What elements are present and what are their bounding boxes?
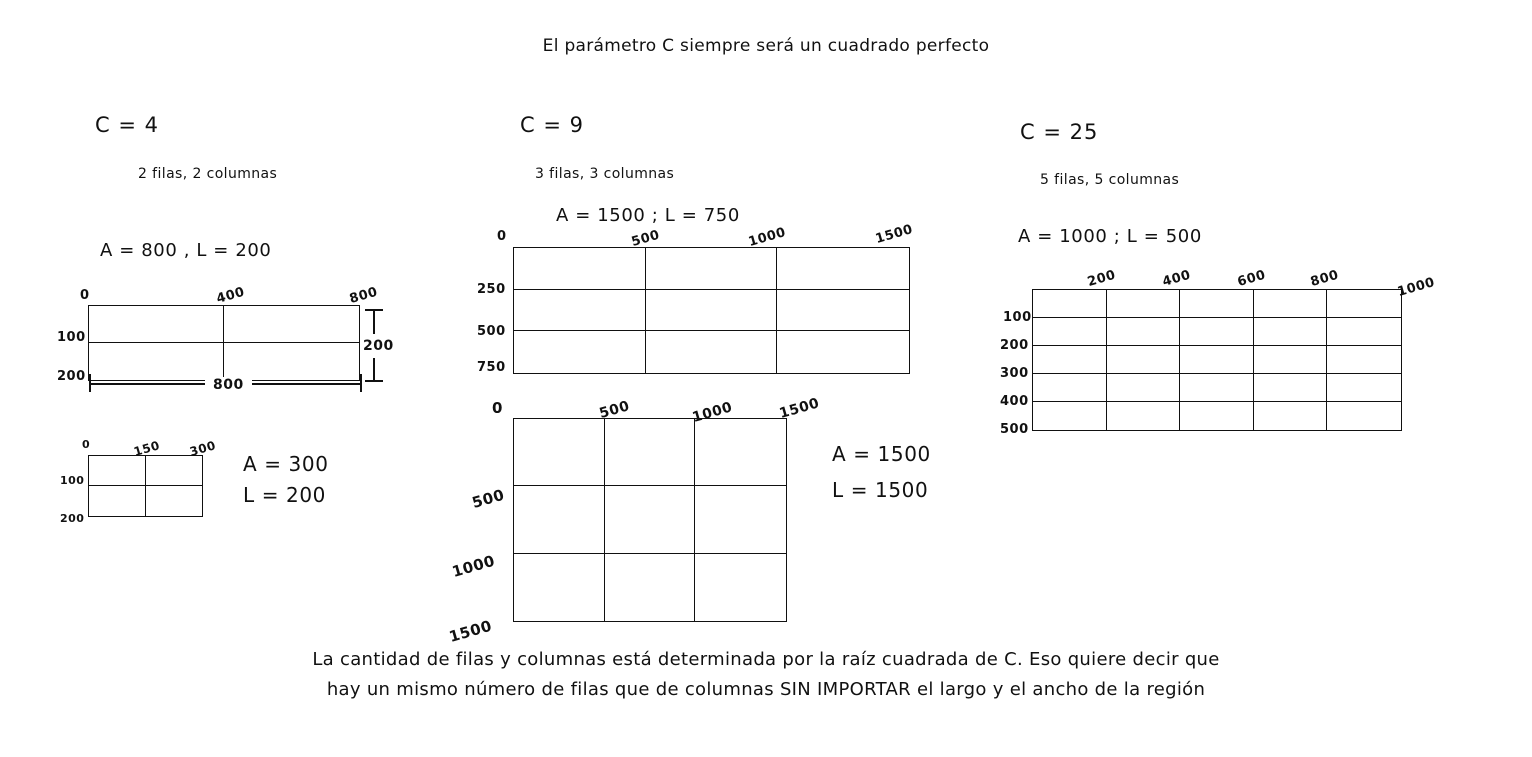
width-bracket-cap-right — [360, 374, 362, 392]
grid-cell — [646, 248, 778, 290]
grid-cell — [1107, 290, 1181, 318]
xtick-c25-2: 600 — [1235, 267, 1268, 290]
formula-a-c9-ex2: A = 1500 — [832, 442, 931, 466]
ytick-c25-0: 100 — [1003, 310, 1032, 325]
grid-cell — [1033, 374, 1107, 402]
grid-cell — [605, 419, 696, 486]
formula-l-c9-ex2: L = 1500 — [832, 478, 929, 502]
ytick-c25-2: 300 — [1000, 366, 1029, 381]
xtick-c9-ex2-3: 1500 — [777, 395, 822, 422]
formula-c4-ex1: A = 800 , L = 200 — [100, 240, 272, 261]
grid-cell — [605, 486, 696, 553]
formula-l-c4-ex2: L = 200 — [243, 483, 326, 507]
ytick-c25-4: 500 — [1000, 422, 1029, 437]
case-subtitle-c9: 3 filas, 3 columnas — [535, 166, 675, 182]
xtick-c4-ex1-0: 0 — [80, 288, 90, 303]
grid-cell — [224, 343, 359, 380]
grid-cell — [777, 331, 909, 373]
case-title-c4: C = 4 — [95, 113, 159, 137]
ytick-c9-ex1-2: 500 — [477, 324, 506, 339]
footer-caption — [0, 645, 1532, 705]
xtick-c4-ex2-2: 300 — [188, 438, 218, 459]
xtick-c9-ex1-2: 1000 — [746, 225, 788, 250]
grid-cell — [1254, 318, 1328, 346]
grid-cell — [695, 486, 786, 553]
grid-cell — [514, 486, 605, 553]
grid-cell — [1327, 374, 1401, 402]
grid-c4-ex2 — [88, 455, 203, 517]
grid-cell — [777, 290, 909, 332]
grid-cell — [1254, 290, 1328, 318]
ytick-c9-ex2-2: 1000 — [450, 551, 498, 581]
grid-cell — [695, 554, 786, 621]
grid-cell — [646, 331, 778, 373]
grid-c25-ex1 — [1032, 289, 1402, 431]
ytick-c4-ex2-1: 100 — [60, 474, 85, 487]
footer-line-2: hay un mismo número de filas que de columnas SIN IMPORTAR el largo y el ancho de la región — [326, 679, 1206, 700]
grid-cell — [1327, 290, 1401, 318]
ytick-c9-ex2-1: 500 — [470, 485, 507, 512]
xtick-c9-ex1-3: 1500 — [873, 222, 915, 247]
grid-cell — [89, 456, 146, 486]
grid-cell — [1180, 346, 1254, 374]
xtick-c25-0: 200 — [1085, 267, 1118, 290]
grid-cell — [1327, 318, 1401, 346]
grid-cell — [1033, 346, 1107, 374]
ytick-c9-ex1-3: 750 — [477, 360, 506, 375]
grid-cell — [605, 554, 696, 621]
grid-cell — [514, 554, 605, 621]
xtick-c9-ex2-0: 0 — [492, 399, 503, 417]
height-bracket-cap-bottom — [365, 380, 383, 382]
grid-cell — [514, 290, 646, 332]
ytick-c25-3: 400 — [1000, 394, 1029, 409]
formula-a-c4-ex2: A = 300 — [243, 452, 329, 476]
xtick-c4-ex2-0: 0 — [82, 438, 91, 451]
grid-cell — [1033, 318, 1107, 346]
grid-cell — [1107, 318, 1181, 346]
grid-cell — [1107, 346, 1181, 374]
grid-cell — [646, 290, 778, 332]
xtick-c9-ex1-0: 0 — [497, 229, 507, 244]
ytick-c9-ex1-1: 250 — [477, 282, 506, 297]
formula-c9-ex1: A = 1500 ; L = 750 — [556, 205, 740, 226]
xtick-c9-ex2-1: 500 — [597, 398, 632, 422]
case-subtitle-c25: 5 filas, 5 columnas — [1040, 172, 1180, 188]
xtick-c4-ex1-1: 400 — [214, 284, 247, 307]
ytick-c4-ex2-2: 200 — [60, 512, 85, 525]
ytick-c4-ex1-1: 200 — [57, 369, 86, 384]
ytick-c25-1: 200 — [1000, 338, 1029, 353]
grid-cell — [1033, 290, 1107, 318]
case-title-c9: C = 9 — [520, 113, 584, 137]
grid-cell — [514, 248, 646, 290]
grid-cell — [1254, 402, 1328, 430]
grid-cell — [1107, 374, 1181, 402]
grid-cell — [514, 419, 605, 486]
grid-cell — [514, 331, 646, 373]
grid-cell — [1327, 402, 1401, 430]
xtick-c9-ex1-1: 500 — [629, 227, 662, 250]
width-label-c4: 800 — [205, 377, 252, 393]
ytick-c4-ex1-0: 100 — [57, 330, 86, 345]
ytick-c9-ex2-3: 1500 — [447, 616, 495, 646]
grid-cell — [1180, 290, 1254, 318]
grid-cell — [224, 306, 359, 343]
grid-cell — [1180, 318, 1254, 346]
grid-cell — [89, 486, 146, 516]
grid-cell — [89, 306, 224, 343]
grid-cell — [1180, 374, 1254, 402]
formula-c25-ex1: A = 1000 ; L = 500 — [1018, 226, 1202, 247]
grid-cell — [146, 486, 203, 516]
height-label-c4: 200 — [363, 334, 394, 358]
grid-cell — [777, 248, 909, 290]
xtick-c25-1: 400 — [1160, 267, 1193, 290]
grid-c9-ex2 — [513, 418, 787, 622]
height-bracket-cap-top — [365, 309, 383, 311]
case-subtitle-c4: 2 filas, 2 columnas — [138, 166, 278, 182]
grid-cell — [1254, 374, 1328, 402]
page-title: El parámetro C siempre será un cuadrado perfecto — [542, 36, 990, 56]
grid-cell — [1107, 402, 1181, 430]
xtick-c9-ex2-2: 1000 — [690, 399, 735, 426]
xtick-c4-ex2-1: 150 — [132, 438, 162, 459]
footer-line-1: La cantidad de filas y columnas está determinada por la raíz cuadrada de C. Eso quiere decir que — [312, 649, 1220, 670]
grid-c4-ex1 — [88, 305, 360, 381]
width-bracket-cap-left — [89, 374, 91, 392]
grid-cell — [1180, 402, 1254, 430]
grid-cell — [695, 419, 786, 486]
grid-cell — [1033, 402, 1107, 430]
grid-cell — [146, 456, 203, 486]
grid-cell — [1254, 346, 1328, 374]
xtick-c25-3: 800 — [1308, 267, 1341, 290]
xtick-c25-4: 1000 — [1395, 275, 1437, 300]
grid-cell — [89, 343, 224, 380]
grid-c9-ex1 — [513, 247, 910, 374]
grid-cell — [1327, 346, 1401, 374]
case-title-c25: C = 25 — [1020, 120, 1099, 144]
xtick-c4-ex1-2: 800 — [347, 284, 380, 307]
